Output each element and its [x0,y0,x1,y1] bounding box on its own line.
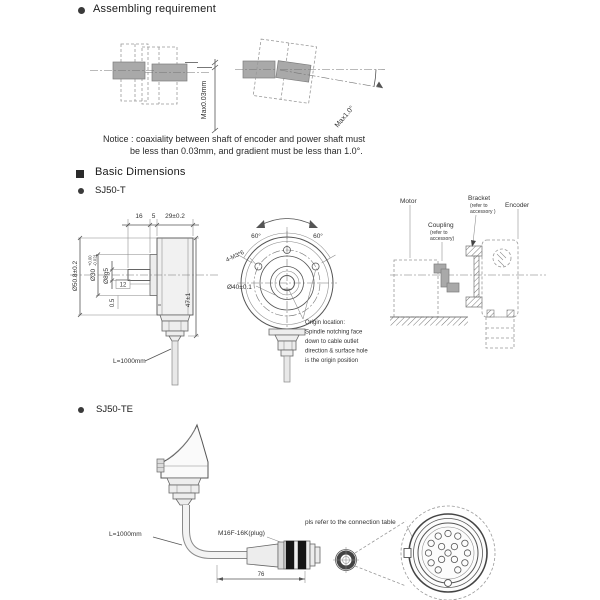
max-angle-label: Max1.0° [333,104,356,130]
sj50t-label: SJ50-T [95,185,126,196]
dim-5: 5 [151,213,156,220]
bracket-label: Bracket [468,195,491,202]
motor-outline [394,260,438,317]
svg-text:is the origin position: is the origin position [305,358,359,364]
te-cable-label: L=1000mm [109,531,142,538]
coupling-note2: accessory) [430,236,455,242]
dim-12: 12 [119,282,127,289]
assembly-diagram [390,190,550,375]
square-bullet-icon [76,170,84,178]
tol-bot: -0.021 [92,254,98,266]
svg-text:Spindle notching face: Spindle notching face [305,329,363,336]
max-offset-label: Max0.03mm [201,80,208,120]
plug-length-label: 76 [257,572,265,578]
front-gland [269,329,305,382]
encoder-label: Encoder [505,202,530,209]
te-cable-leader [153,537,182,545]
notice-line2: be less than 0.03mm, and gradient must be less than 1.0°. [130,146,363,156]
ground [390,317,468,326]
assembling-title: Assembling requirement [93,3,217,15]
bracket-note1: (refer to [470,203,488,209]
bracket-part [466,246,482,307]
dim-05: 0.5 [110,298,116,308]
dia40-label: Ø40±0.1 [227,284,252,291]
gradient-diagram [235,40,390,145]
centerlines [90,71,211,73]
coaxiality-diagram [85,40,225,140]
notice-line1: Notice : coaxiality between shaft of encoder and power shaft must [103,134,366,144]
rotation-arrow-icon [256,219,318,229]
zoom-line-bottom [355,566,406,586]
bullet-icon [78,407,84,413]
connector-small [333,547,359,573]
coupling-label: Coupling [428,222,454,229]
tol-top: +0.00 [87,255,93,266]
dim-16: 16 [135,213,143,220]
encoder-outline [482,240,518,317]
sj50te-label: SJ50-TE [96,404,133,415]
angle-60-right: 60° [313,233,323,240]
cable-length-label: L=1000mm [113,358,146,365]
cable-leader [145,349,171,361]
connector-face [401,506,495,600]
bullet-icon [78,188,84,194]
angle-60-left: 60° [251,233,261,240]
connection-note: pls refer to the connection table [305,519,396,526]
sj50t-front-view [225,205,375,390]
connector-key-notch [404,549,411,558]
dia-body-label: Ø50.8±0.2 [72,260,79,292]
dia-shaft-label: Ø8g5 [103,268,110,284]
bracket-leader [473,215,476,243]
origin-note [305,320,368,364]
cable [172,341,178,385]
svg-text:Ø30: Ø30 [90,268,97,282]
basic-dimensions-title: Basic Dimensions [95,166,186,178]
dia-boss-label [88,253,98,281]
dim-29: 29±0.2 [165,213,185,220]
encoder-stand [486,310,514,348]
svg-text:Origin location:: Origin location: [305,320,346,326]
dim-47: 47±1 [185,292,192,308]
bracket-note2: accessory ) [470,209,496,215]
plug [247,541,320,569]
svg-text:down to cable outlet: down to cable outlet [305,339,359,345]
connector-bottom-notch [445,580,452,587]
svg-text:direction & surface hole: direction & surface hole [305,348,368,355]
sj50te-view [95,415,505,600]
motor-label: Motor [400,198,417,205]
shafts [113,62,187,81]
plug-label: M16F-16K(plug) [218,530,265,537]
encoder-profile [157,425,208,478]
holes-label: 4-M3*6 [225,249,246,264]
bullet-icon [78,7,85,14]
coupling-note1: (refer to [430,230,448,236]
cable-gland [160,315,190,341]
te-gland [167,478,201,505]
sj50t-side-view [70,205,220,390]
